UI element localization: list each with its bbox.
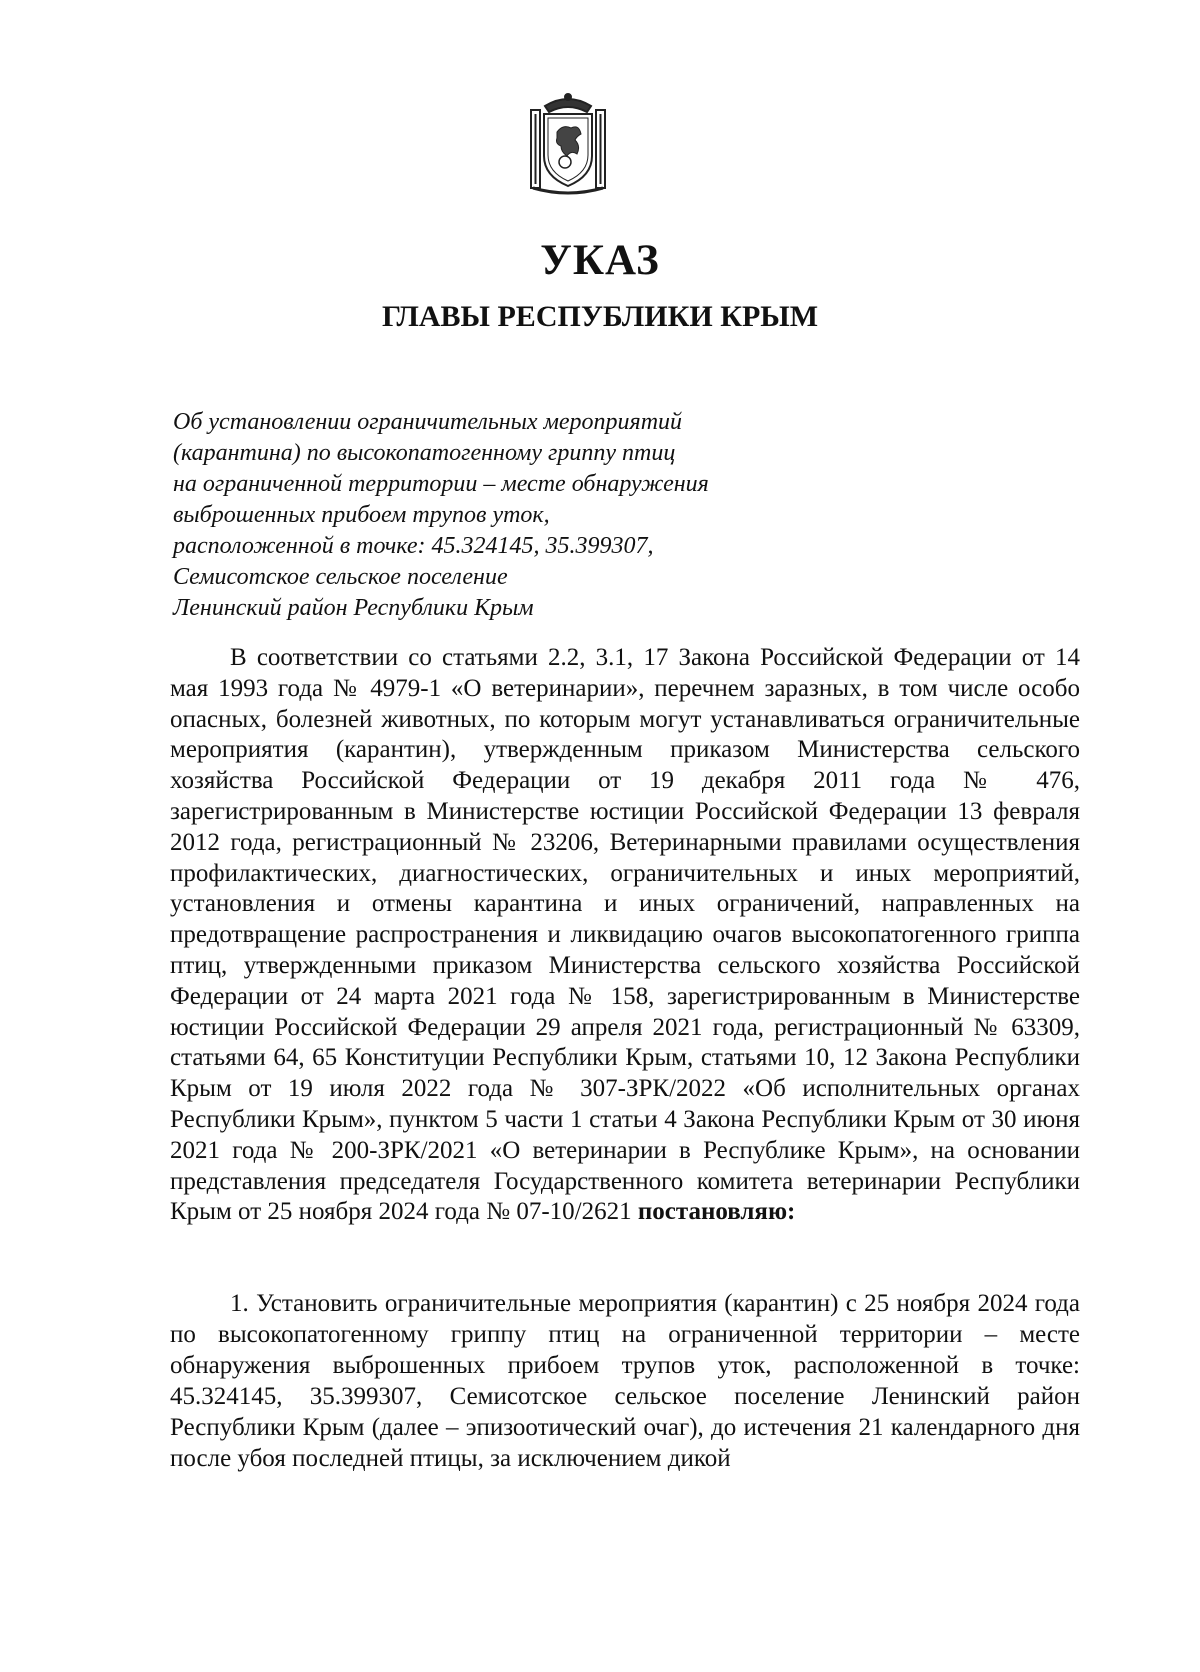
subject-line: (карантина) по высокопатогенному гриппу птиц [173, 440, 676, 466]
subject-line: Ленинский район Республики Крым [173, 595, 534, 621]
subject-line: Семисотское сельское поселение [173, 564, 508, 590]
subject-line: расположенной в точке: 45.324145, 35.399307, [173, 533, 654, 559]
preamble-text: В соответствии со статьями 2.2, 3.1, 17 Закона Российской Федерации от 14 мая 1993 года № 4979-1 «О ветеринарии», перечнем заразных, в том числе особо опасных, болезней животных, по которым могут устанавливаться ограничительные мероприятия (карантин), утвержденным приказом Министерства сельского хозяйства Российской Федерации от 19 декабря 2011 года № 476, зарегистрированным в Министерстве юстиции Российской Федерации 13 февраля 2012 года, регистрационный № 23206, Ветеринарными правилами осуществления профилактических, диагностических, ограничительных и иных мероприятий, установления и отмены карантина и иных ограничений, направленных на предотвращение распространения и ликвидацию очагов высокопатогенного гриппа птиц, утвержденными приказом Министерства сельского хозяйства Российской Федерации от 24 марта 2021 года № 158, зарегистрированным в Министерстве юстиции Российской Федерации 29 апреля 2021 года, регистрационный № 63309, статьями 64, 65 Конституции Республики Крым, статьями 10, 12 Закона Республики Крым от 19 июля 2022 года № 307-ЗРК/2022 «Об исполнительных органах Республики Крым», пунктом 5 части 1 статьи 4 Закона Республики Крым от 30 июня 2021 года № 200-ЗРК/2021 «О ветеринарии в Республике Крым», на основании представления председателя Государственного комитета ветеринарии Республики Крым от 25 ноября 2024 года № 07-10/2621 [170, 644, 1080, 1226]
subject-line: выброшенных прибоем трупов уток, [173, 502, 550, 528]
decree-word: постановляю: [637, 1198, 796, 1226]
document-subject [173, 407, 813, 624]
crimea-coat-of-arms-icon [525, 88, 611, 198]
document-issuer: ГЛАВЫ РЕСПУБЛИКИ КРЫМ [381, 300, 819, 333]
document-title: УКАЗ [540, 237, 660, 284]
subject-line: Об установлении ограничительных мероприятий [173, 409, 683, 435]
decree-item-1: 1. Установить ограничительные мероприятия (карантин) с 25 ноября 2024 года по высокопатогенному гриппу птиц на ограниченной территории – месте обнаружения выброшенных прибоем трупов уток, расположенной в точке: 45.324145, 35.399307, Семисотское сельское поселение Ленинский район Республики Крым (далее – эпизоотический очаг), до истечения 21 календарного дня после убоя последней птицы, за исключением дикой [170, 1290, 1080, 1472]
preamble-paragraph [170, 643, 1080, 1228]
subject-line: на ограниченной территории – месте обнаружения [173, 471, 709, 497]
